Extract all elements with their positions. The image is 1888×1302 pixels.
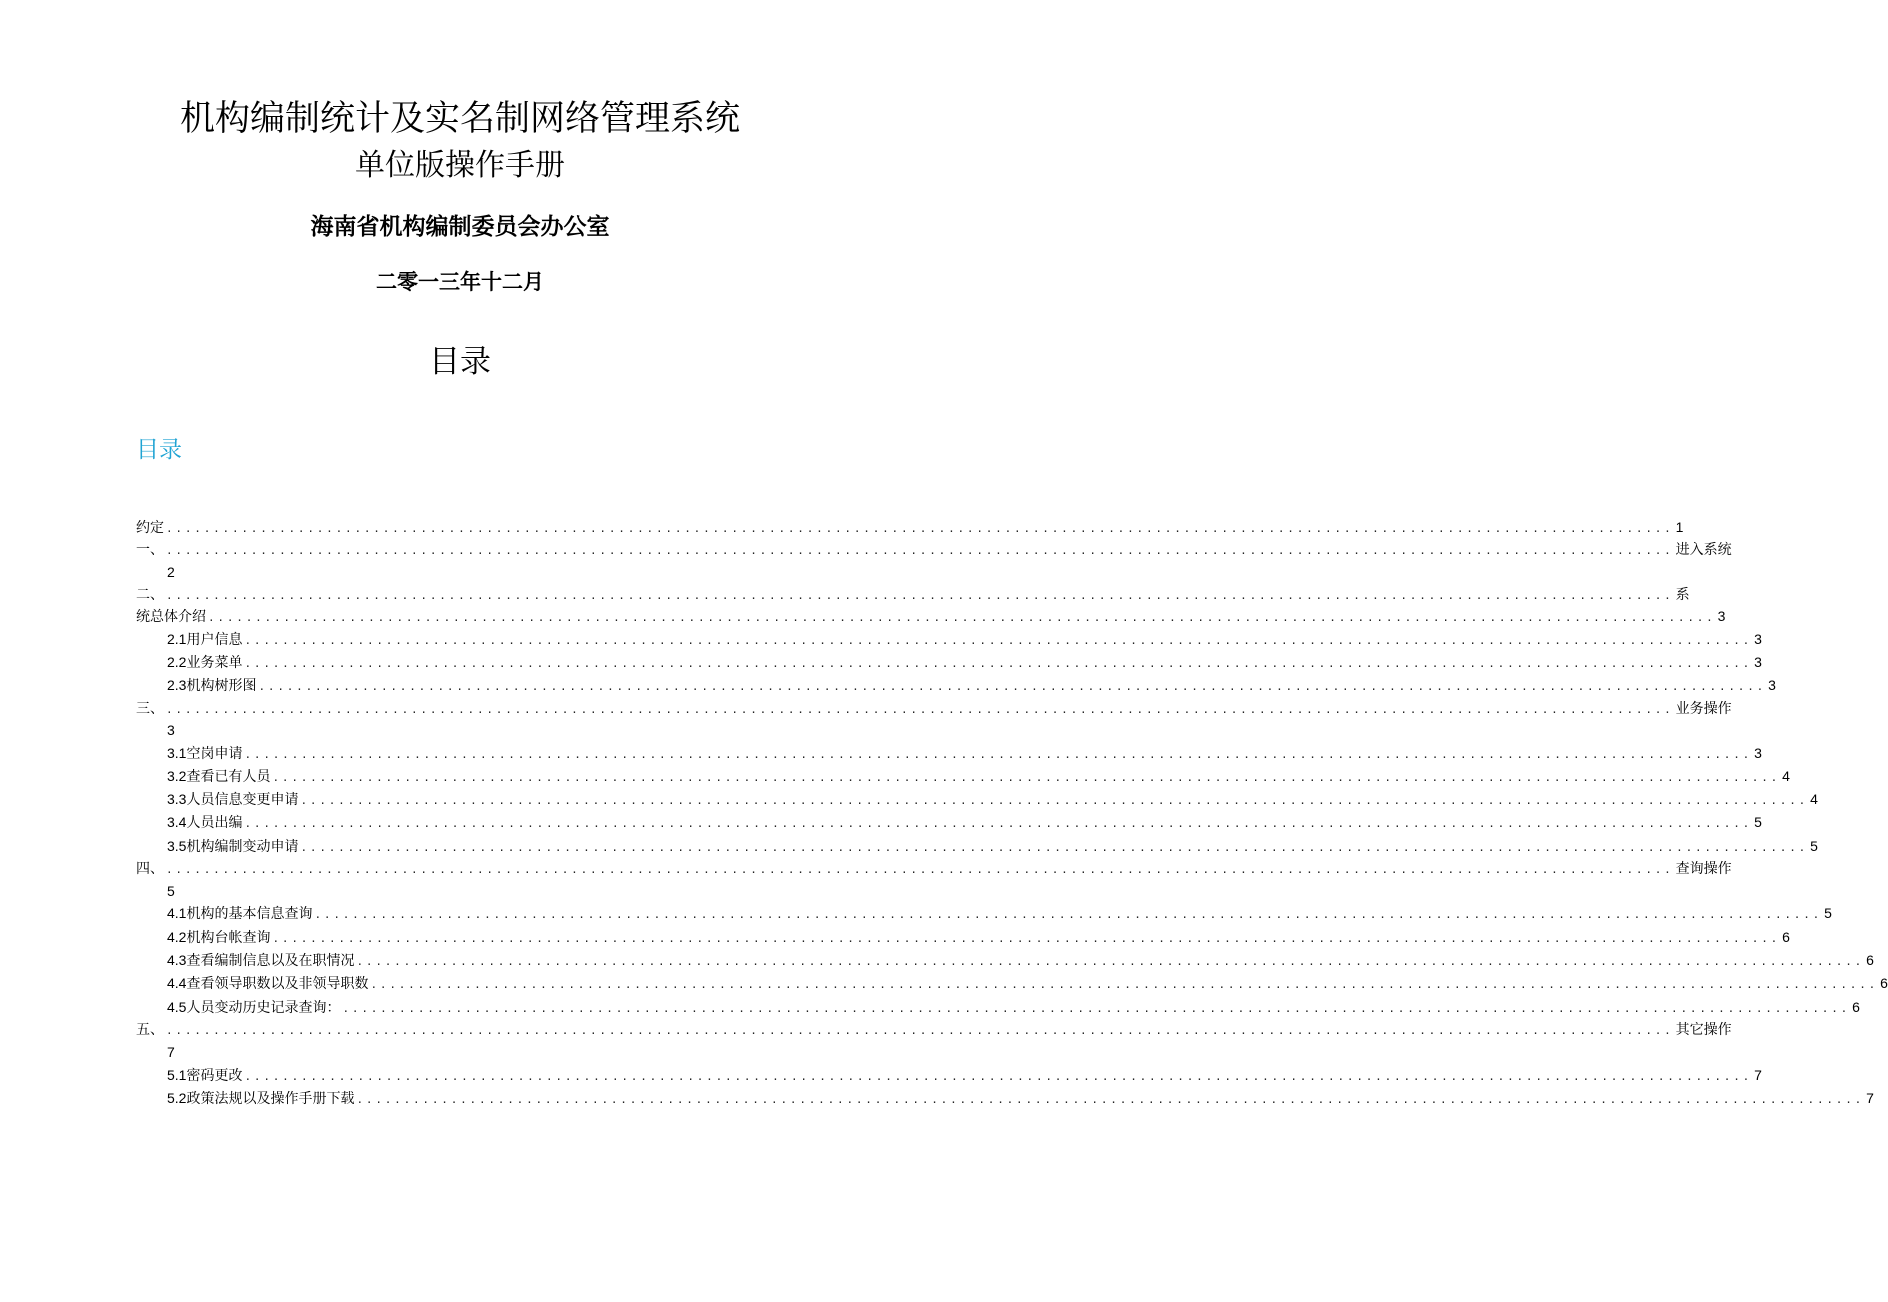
document-date: 二零一三年十二月 (376, 270, 544, 294)
toc-leader: ................................................................................................................................................................ (208, 611, 1716, 624)
toc-entry-label: 四、 (136, 861, 164, 877)
toc-entry-label: 二、 (136, 587, 164, 603)
toc-entry-2-1[interactable] (167, 628, 1762, 650)
toc-entry-4-2[interactable] (167, 926, 1790, 948)
toc-entry-section-1[interactable] (136, 539, 1732, 561)
toc-entry-label: 机构树形图 (186, 678, 257, 694)
toc-leader: ................................................................................................................................................................ (244, 817, 1753, 830)
toc-entry-3-4[interactable] (167, 811, 1762, 833)
toc-entry-label: 机构编制变动申请 (186, 839, 299, 855)
toc-entry-section-5[interactable] (136, 1019, 1732, 1041)
toc-leader: ................................................................................................................................................................ (314, 908, 1823, 921)
organization-name: 海南省机构编制委员会办公室 (310, 214, 610, 240)
toc-entry-yueding[interactable] (136, 516, 1684, 538)
toc-page-number: 4 (1810, 791, 1818, 807)
toc-entry-title: 业务操作 (1675, 701, 1732, 717)
toc-leader: ................................................................................................................................................................ (356, 1093, 1865, 1106)
toc-page-number: 4 (1782, 768, 1790, 784)
toc-entry-number: 3.1 (167, 745, 187, 761)
toc-leader: ................................................................................................................................................................ (370, 978, 1879, 991)
toc-leader: ................................................................................................................................................................ (272, 932, 1781, 945)
toc-leader: ................................................................................................................................................................ (244, 1070, 1753, 1083)
toc-entry-5-1[interactable] (167, 1064, 1762, 1086)
toc-leader: ................................................................................................................................................................ (342, 1002, 1851, 1015)
toc-entry-label: 机构台帐查询 (186, 930, 271, 946)
toc-page-number: 7 (1866, 1090, 1874, 1106)
toc-entry-2-2[interactable] (167, 651, 1762, 673)
toc-leader: ................................................................................................................................................................ (166, 544, 1674, 557)
toc-page-number: 3 (167, 722, 175, 738)
toc-page-number: 3 (1754, 654, 1762, 670)
toc-page-number: 2 (167, 564, 175, 580)
toc-entry-label: 约定 (136, 520, 164, 536)
toc-entry-title: 统总体介绍 (136, 609, 206, 625)
toc-entry-section-2[interactable] (136, 584, 1690, 606)
toc-entry-number: 5.1 (167, 1067, 187, 1083)
toc-entry-5-2[interactable] (167, 1087, 1874, 1109)
toc-leader: ................................................................................................................................................................ (356, 955, 1865, 968)
toc-heading: 目录 (136, 437, 182, 463)
toc-leader: ................................................................................................................................................................ (258, 680, 1767, 693)
toc-leader: ................................................................................................................................................................ (166, 522, 1674, 535)
toc-entry-label: 人员出编 (186, 815, 243, 831)
toc-entry-label: 查看已有人员 (186, 769, 271, 785)
toc-entry-number: 3.2 (167, 768, 187, 784)
toc-entry-number: 2.1 (167, 631, 187, 647)
toc-page-number: 6 (1782, 929, 1790, 945)
toc-leader: ................................................................................................................................................................ (300, 841, 1809, 854)
toc-entry-label: 人员变动历史记录查询： (186, 1000, 341, 1016)
toc-entry-section-3[interactable] (136, 698, 1732, 720)
toc-entry-number: 4.1 (167, 905, 187, 921)
toc-leader: ................................................................................................................................................................ (244, 748, 1753, 761)
toc-entry-label: 查看编制信息以及在职情况 (186, 953, 355, 969)
toc-page-number: 7 (1754, 1067, 1762, 1083)
toc-page-number: 3 (1717, 608, 1726, 624)
toc-entry-label: 业务菜单 (186, 655, 243, 671)
toc-entry-number: 4.3 (167, 952, 187, 968)
toc-page-number: 7 (167, 1044, 175, 1060)
document-subtitle: 单位版操作手册 (355, 148, 565, 183)
toc-leader: ................................................................................................................................................................ (300, 794, 1809, 807)
toc-page-number: 3 (1754, 631, 1762, 647)
toc-entry-label: 政策法规以及操作手册下载 (186, 1091, 355, 1107)
toc-entry-section-2-cont[interactable] (136, 605, 1726, 627)
toc-entry-label: 查看领导职数以及非领导职数 (186, 976, 369, 992)
toc-entry-label: 空岗申请 (186, 746, 243, 762)
toc-entry-number: 4.2 (167, 929, 187, 945)
toc-leader: ................................................................................................................................................................ (244, 634, 1753, 647)
toc-page-number: 6 (1852, 999, 1860, 1015)
toc-entry-label: 机构的基本信息查询 (186, 906, 313, 922)
toc-entry-4-3[interactable] (167, 949, 1874, 971)
toc-entry-number: 4.4 (167, 975, 187, 991)
toc-entry-3-2[interactable] (167, 765, 1790, 787)
toc-entry-number: 2.3 (167, 677, 187, 693)
toc-entry-title: 系 (1675, 587, 1690, 603)
toc-entry-title: 查询操作 (1675, 861, 1732, 877)
toc-page-number: 3 (1768, 677, 1776, 693)
toc-entry-3-5[interactable] (167, 835, 1818, 857)
toc-page-number: 6 (1880, 975, 1888, 991)
toc-leader: ................................................................................................................................................................ (166, 589, 1674, 602)
toc-entry-label: 三、 (136, 701, 164, 717)
toc-page-number: 6 (1866, 952, 1874, 968)
toc-entry-label: 密码更改 (186, 1068, 243, 1084)
toc-page-number: 5 (167, 883, 175, 899)
toc-entry-section-4[interactable] (136, 858, 1732, 880)
toc-entry-number: 2.2 (167, 654, 187, 670)
toc-entry-3-3[interactable] (167, 788, 1818, 810)
toc-entry-label: 一、 (136, 542, 164, 558)
document-title: 机构编制统计及实名制网络管理系统 (179, 99, 740, 139)
toc-leader: ................................................................................................................................................................ (166, 1024, 1674, 1037)
contents-title: 目录 (429, 344, 491, 380)
toc-entry-label: 五、 (136, 1022, 164, 1038)
toc-page-number: 3 (1754, 745, 1762, 761)
toc-entry-4-5[interactable] (167, 996, 1860, 1018)
toc-leader: ................................................................................................................................................................ (244, 657, 1753, 670)
toc-entry-number: 4.5 (167, 999, 187, 1015)
toc-page-number: 5 (1824, 905, 1832, 921)
toc-entry-number: 3.3 (167, 791, 187, 807)
toc-entry-3-1[interactable] (167, 742, 1762, 764)
toc-page-number: 1 (1675, 519, 1684, 535)
toc-entry-label: 用户信息 (186, 632, 243, 648)
toc-entry-title: 其它操作 (1675, 1022, 1732, 1038)
toc-entry-2-3[interactable] (167, 674, 1776, 696)
toc-entry-4-4[interactable] (167, 972, 1888, 994)
toc-leader: ................................................................................................................................................................ (166, 703, 1674, 716)
toc-page-number: 5 (1810, 838, 1818, 854)
toc-entry-number: 3.5 (167, 838, 187, 854)
toc-entry-title: 进入系统 (1675, 542, 1732, 558)
toc-leader: ................................................................................................................................................................ (166, 863, 1674, 876)
toc-entry-label: 人员信息变更申请 (186, 792, 299, 808)
toc-entry-4-1[interactable] (167, 902, 1832, 924)
toc-leader: ................................................................................................................................................................ (272, 771, 1781, 784)
toc-entry-number: 3.4 (167, 814, 187, 830)
toc-page-number: 5 (1754, 814, 1762, 830)
toc-entry-number: 5.2 (167, 1090, 187, 1106)
